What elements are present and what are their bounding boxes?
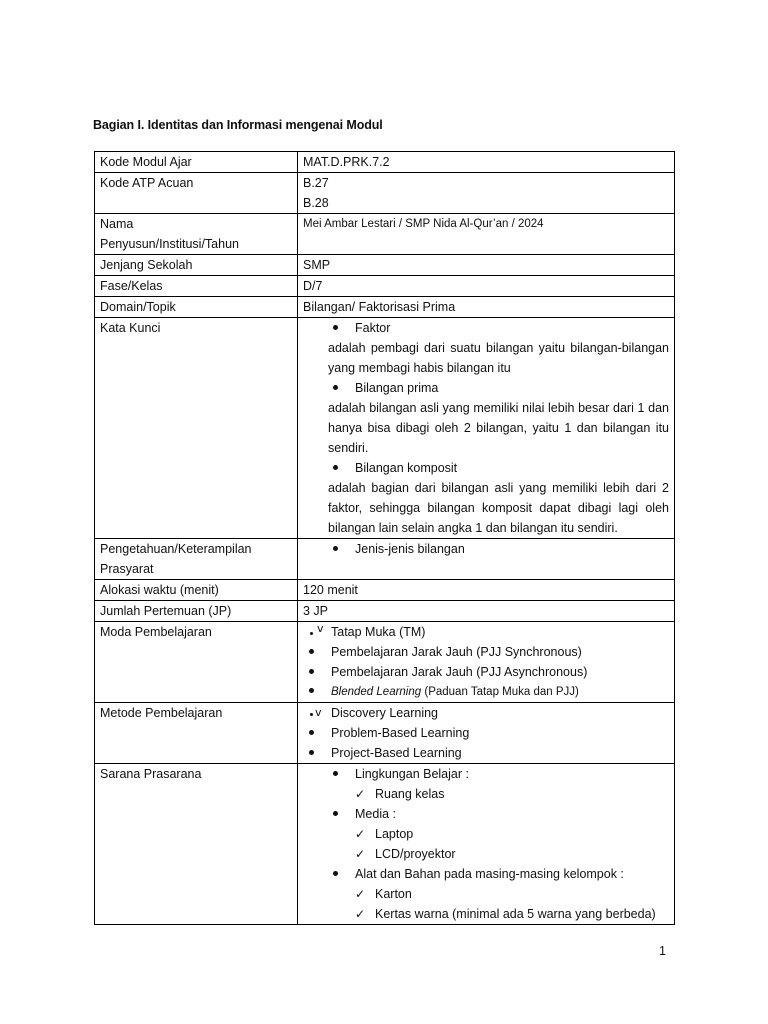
bullet-icon (309, 649, 314, 654)
list-subitem: ✓ Ruang kelas (303, 784, 669, 804)
row-label (95, 601, 298, 622)
list-subitem: ✓ Kertas warna (minimal ada 5 warna yang berbeda) (303, 904, 669, 924)
keyword-term: Bilangan komposit (303, 458, 669, 478)
bullet-icon (309, 669, 314, 674)
table-row (95, 214, 675, 255)
label-text: Domain/Topik (100, 300, 176, 314)
row-value (298, 255, 675, 276)
value-text: MAT.D.PRK.7.2 (303, 155, 390, 169)
row-label (95, 297, 298, 318)
check-icon: ✓ (355, 907, 366, 921)
table-row (95, 764, 675, 925)
label-text: Prasyarat (100, 562, 154, 576)
row-label (95, 318, 298, 539)
row-value (298, 173, 675, 214)
row-value (298, 601, 675, 622)
table-row (95, 173, 675, 214)
list-item: v Discovery Learning (303, 703, 669, 723)
keyword-definition: adalah pembagi dari suatu bilangan yaitu bilangan-bilangan yang membagi habis bilangan itu (328, 341, 669, 375)
label-text: Moda Pembelajaran (100, 625, 212, 639)
row-value (298, 318, 675, 539)
label-text: Nama (100, 217, 134, 231)
row-value (298, 703, 675, 764)
table-row (95, 703, 675, 764)
value-text: D/7 (303, 279, 323, 293)
row-label (95, 764, 298, 925)
row-label (95, 152, 298, 173)
table-row (95, 297, 675, 318)
row-value (298, 297, 675, 318)
bullet-icon (333, 325, 338, 330)
list-item: Alat dan Bahan pada masing-masing kelompok : (303, 864, 669, 884)
list-subitem: ✓ Laptop (303, 824, 669, 844)
keyword-definition: adalah bilangan asli yang memiliki nilai lebih besar dari 1 dan hanya bisa dibagi oleh 2 bilangan, yaitu 1 dan bilangan itu sendiri. (328, 401, 669, 455)
bullet-icon (333, 385, 338, 390)
bullet-icon (333, 465, 338, 470)
row-label (95, 255, 298, 276)
label-text: Kode Modul Ajar (100, 155, 192, 169)
check-icon: ✓ (355, 847, 366, 861)
check-icon: ✓ (355, 887, 366, 901)
label-text: Metode Pembelajaran (100, 706, 223, 720)
list-item: Pembelajaran Jarak Jauh (PJJ Asynchronous) (303, 662, 669, 682)
row-label (95, 214, 298, 255)
label-text: Pengetahuan/Keterampilan (100, 542, 252, 556)
row-value (298, 580, 675, 601)
table-row (95, 152, 675, 173)
check-icon: ✓ (355, 827, 366, 841)
list-item: Media : (303, 804, 669, 824)
bullet-icon (333, 546, 338, 551)
list-item: Lingkungan Belajar : (303, 764, 669, 784)
bullet-icon (309, 730, 314, 735)
row-label (95, 539, 298, 580)
label-text: Sarana Prasarana (100, 767, 202, 781)
table-row (95, 622, 675, 703)
bullet-icon (309, 750, 314, 755)
row-label (95, 622, 298, 703)
table-row (95, 255, 675, 276)
row-value (298, 622, 675, 703)
section-title: Bagian I. Identitas dan Informasi mengenai Modul (93, 118, 383, 132)
row-label (95, 276, 298, 297)
bullet-icon (309, 688, 314, 693)
row-value (298, 539, 675, 580)
keyword-definition: adalah bagian dari bilangan asli yang memiliki lebih dari 2 faktor, sehingga bilangan komposit dapat dibagi lagi oleh bilangan lain selain angka 1 dan bilangan itu sendiri. (328, 481, 669, 535)
row-label (95, 703, 298, 764)
value-text: Mei Ambar Lestari / SMP Nida Al-Qur’an / 2024 (303, 218, 544, 230)
bullet-icon (333, 811, 338, 816)
label-text: Kode ATP Acuan (100, 176, 194, 190)
label-text: Penyusun/Institusi/Tahun (100, 237, 239, 251)
list-item: Project-Based Learning (303, 743, 669, 763)
label-text: Alokasi waktu (menit) (100, 583, 219, 597)
value-text: 3 JP (303, 604, 329, 618)
label-text: Kata Kunci (100, 321, 161, 335)
table-row (95, 318, 675, 539)
row-value (298, 152, 675, 173)
table-row (95, 580, 675, 601)
module-identity-table (94, 151, 675, 925)
list-subitem: ✓ LCD/proyektor (303, 844, 669, 864)
list-subitem: ✓ Karton (303, 884, 669, 904)
row-value (298, 764, 675, 925)
checked-bullet-icon: v (309, 622, 329, 642)
table-row (95, 276, 675, 297)
page-number: 1 (659, 944, 666, 958)
checked-bullet-icon: v (309, 703, 329, 723)
value-text: Bilangan/ Faktorisasi Prima (303, 300, 456, 314)
list-item: Blended Learning (Paduan Tatap Muka dan PJJ) (303, 682, 669, 702)
check-icon: ✓ (355, 787, 366, 801)
value-text: 120 menit (303, 583, 358, 597)
value-text: B.27 (303, 176, 329, 190)
row-value (298, 276, 675, 297)
bullet-icon (333, 871, 338, 876)
row-label (95, 580, 298, 601)
table-row (95, 539, 675, 580)
keyword-term: Bilangan prima (303, 378, 669, 398)
label-text: Jumlah Pertemuan (JP) (100, 604, 232, 618)
table-row (95, 601, 675, 622)
list-item: Jenis-jenis bilangan (303, 539, 669, 559)
list-item: v Tatap Muka (TM) (303, 622, 669, 642)
label-text: Fase/Kelas (100, 279, 163, 293)
value-text: SMP (303, 258, 331, 272)
row-label (95, 173, 298, 214)
value-text: B.28 (303, 196, 329, 210)
label-text: Jenjang Sekolah (100, 258, 193, 272)
list-item: Pembelajaran Jarak Jauh (PJJ Synchronous) (303, 642, 669, 662)
keyword-term: Faktor (303, 318, 669, 338)
list-item: Problem-Based Learning (303, 723, 669, 743)
bullet-icon (333, 771, 338, 776)
row-value (298, 214, 675, 255)
